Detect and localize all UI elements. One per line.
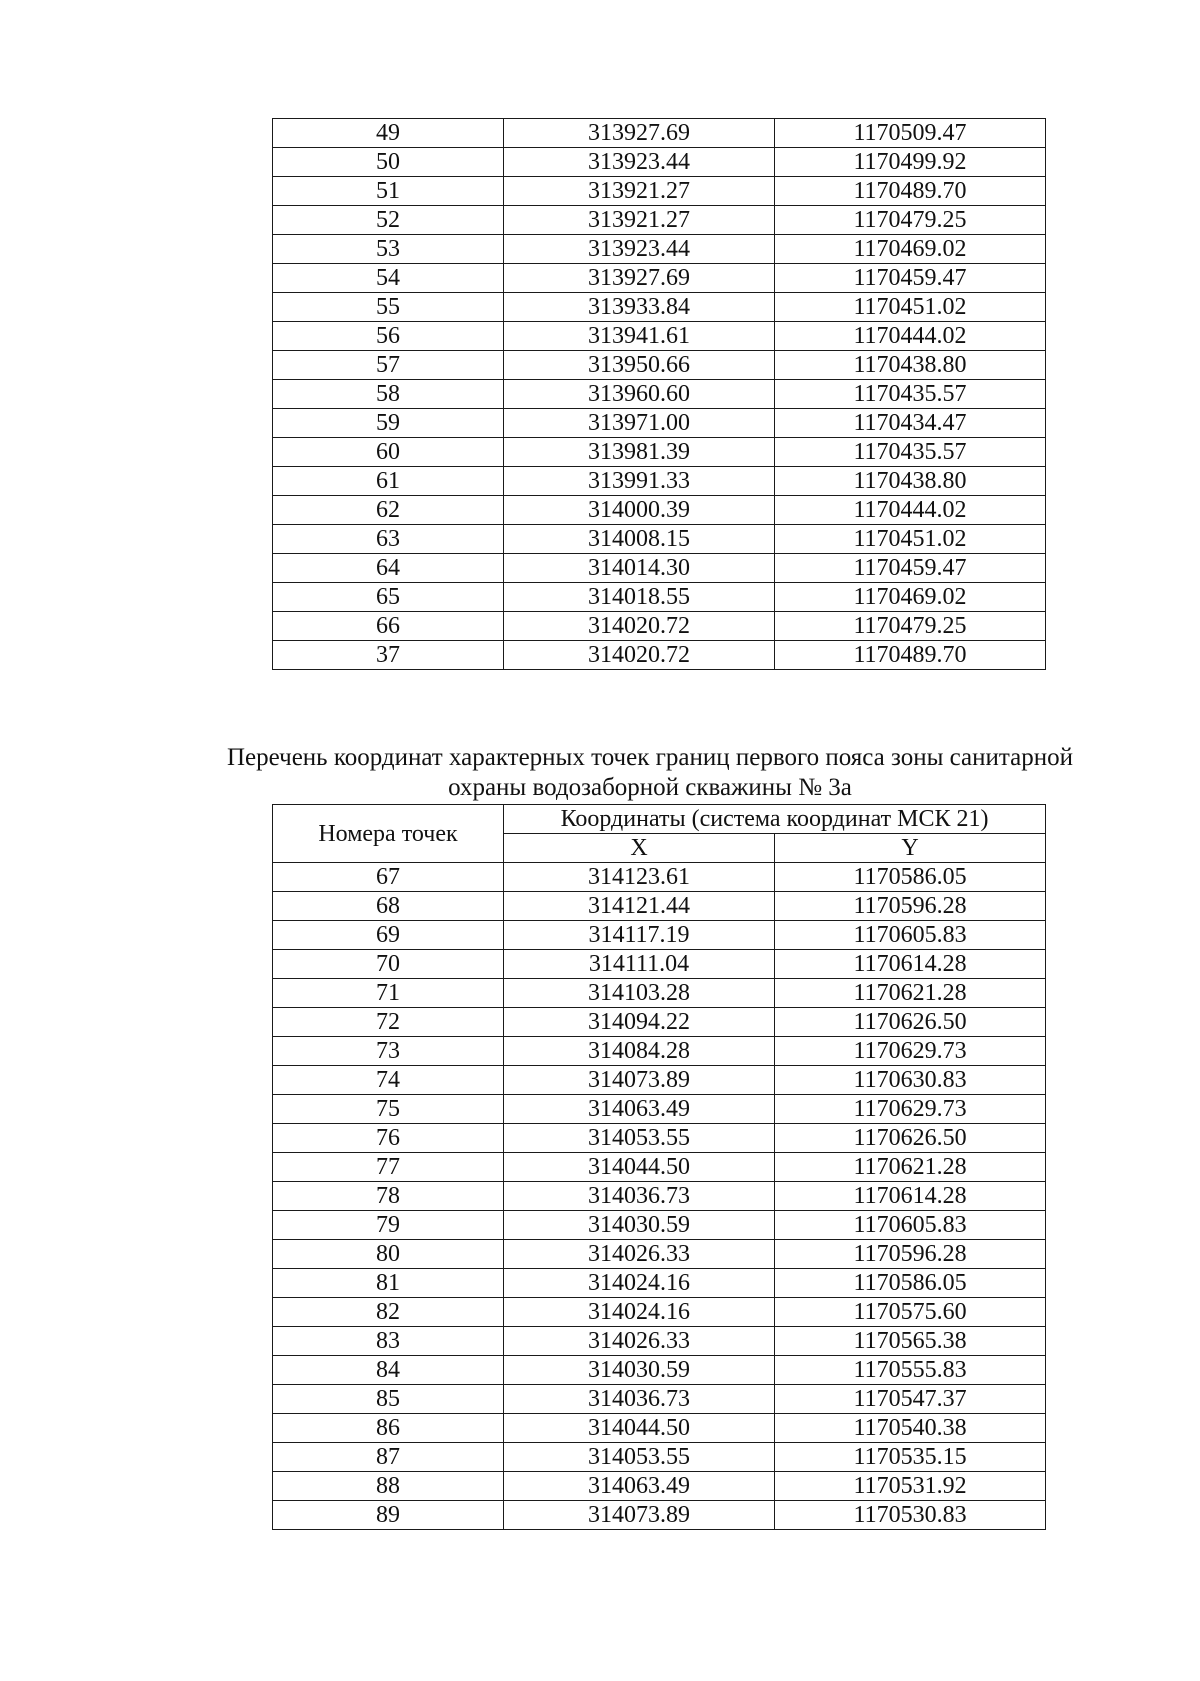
- y-coordinate-cell: 1170435.57: [775, 380, 1046, 409]
- table-row: [273, 235, 1046, 264]
- x-coordinate-cell: 313960.60: [504, 380, 775, 409]
- point-number-cell: 70: [273, 950, 504, 979]
- x-coordinate-cell: 314094.22: [504, 1008, 775, 1037]
- y-coordinate-cell: 1170586.05: [775, 863, 1046, 892]
- point-number-cell: 78: [273, 1182, 504, 1211]
- table-row: [273, 496, 1046, 525]
- point-number-cell: 51: [273, 177, 504, 206]
- y-coordinate-cell: 1170435.57: [775, 438, 1046, 467]
- y-coordinate-cell: 1170489.70: [775, 641, 1046, 670]
- x-coordinate-cell: 314103.28: [504, 979, 775, 1008]
- y-coordinate-cell: 1170596.28: [775, 892, 1046, 921]
- x-coordinate-cell: 314053.55: [504, 1443, 775, 1472]
- x-coordinate-cell: 314018.55: [504, 583, 775, 612]
- y-coordinate-cell: 1170555.83: [775, 1356, 1046, 1385]
- y-coordinate-cell: 1170444.02: [775, 322, 1046, 351]
- table-row: [273, 1124, 1046, 1153]
- y-coordinate-cell: 1170509.47: [775, 119, 1046, 148]
- point-number-cell: 62: [273, 496, 504, 525]
- header-x: X: [504, 834, 775, 863]
- point-number-cell: 60: [273, 438, 504, 467]
- y-coordinate-cell: 1170438.80: [775, 351, 1046, 380]
- y-coordinate-cell: 1170535.15: [775, 1443, 1046, 1472]
- bottom-table-body: [273, 863, 1046, 1530]
- y-coordinate-cell: 1170434.47: [775, 409, 1046, 438]
- y-coordinate-cell: 1170575.60: [775, 1298, 1046, 1327]
- table-row: [273, 950, 1046, 979]
- x-coordinate-cell: 314024.16: [504, 1269, 775, 1298]
- table-row: [273, 525, 1046, 554]
- table-row: [273, 1327, 1046, 1356]
- x-coordinate-cell: 314073.89: [504, 1501, 775, 1530]
- table-row: [273, 1153, 1046, 1182]
- point-number-cell: 88: [273, 1472, 504, 1501]
- point-number-cell: 82: [273, 1298, 504, 1327]
- point-number-cell: 75: [273, 1095, 504, 1124]
- table-row: [273, 1182, 1046, 1211]
- point-number-cell: 76: [273, 1124, 504, 1153]
- x-coordinate-cell: 313950.66: [504, 351, 775, 380]
- table-row: [273, 1095, 1046, 1124]
- x-coordinate-cell: 313981.39: [504, 438, 775, 467]
- y-coordinate-cell: 1170479.25: [775, 612, 1046, 641]
- x-coordinate-cell: 314121.44: [504, 892, 775, 921]
- caption-line-2: охраны водозаборной скважины № 3а: [448, 774, 852, 801]
- point-number-cell: 49: [273, 119, 504, 148]
- point-number-cell: 68: [273, 892, 504, 921]
- top-table-body: [273, 119, 1046, 670]
- table-row: [273, 1211, 1046, 1240]
- y-coordinate-cell: 1170605.83: [775, 921, 1046, 950]
- point-number-cell: 64: [273, 554, 504, 583]
- x-coordinate-cell: 314044.50: [504, 1414, 775, 1443]
- table-row: [273, 641, 1046, 670]
- point-number-cell: 57: [273, 351, 504, 380]
- table-row: [273, 148, 1046, 177]
- table-row: [273, 1298, 1046, 1327]
- point-number-cell: 63: [273, 525, 504, 554]
- table-row: [273, 177, 1046, 206]
- x-coordinate-cell: 313941.61: [504, 322, 775, 351]
- y-coordinate-cell: 1170531.92: [775, 1472, 1046, 1501]
- point-number-cell: 83: [273, 1327, 504, 1356]
- point-number-cell: 72: [273, 1008, 504, 1037]
- table-row: [273, 863, 1046, 892]
- y-coordinate-cell: 1170479.25: [775, 206, 1046, 235]
- table-row: [273, 206, 1046, 235]
- point-number-cell: 80: [273, 1240, 504, 1269]
- x-coordinate-cell: 314073.89: [504, 1066, 775, 1095]
- y-coordinate-cell: 1170459.47: [775, 264, 1046, 293]
- table-row: [273, 1356, 1046, 1385]
- y-coordinate-cell: 1170586.05: [775, 1269, 1046, 1298]
- point-number-cell: 86: [273, 1414, 504, 1443]
- y-coordinate-cell: 1170540.38: [775, 1414, 1046, 1443]
- x-coordinate-cell: 313923.44: [504, 148, 775, 177]
- table-row: [273, 1414, 1046, 1443]
- point-number-cell: 65: [273, 583, 504, 612]
- x-coordinate-cell: 314063.49: [504, 1472, 775, 1501]
- x-coordinate-cell: 313927.69: [504, 264, 775, 293]
- header-row-1: [273, 805, 1046, 834]
- x-coordinate-cell: 314036.73: [504, 1385, 775, 1414]
- table-row: [273, 1240, 1046, 1269]
- x-coordinate-cell: 313971.00: [504, 409, 775, 438]
- y-coordinate-cell: 1170629.73: [775, 1037, 1046, 1066]
- y-coordinate-cell: 1170469.02: [775, 583, 1046, 612]
- point-number-cell: 58: [273, 380, 504, 409]
- table-row: [273, 612, 1046, 641]
- table-row: [273, 322, 1046, 351]
- table-row: [273, 293, 1046, 322]
- y-coordinate-cell: 1170596.28: [775, 1240, 1046, 1269]
- table-row: [273, 921, 1046, 950]
- header-y: Y: [775, 834, 1046, 863]
- y-coordinate-cell: 1170530.83: [775, 1501, 1046, 1530]
- y-coordinate-cell: 1170614.28: [775, 1182, 1046, 1211]
- y-coordinate-cell: 1170630.83: [775, 1066, 1046, 1095]
- bottom-table-header: [273, 805, 1046, 863]
- point-number-cell: 61: [273, 467, 504, 496]
- top-coordinates-table: [272, 118, 1046, 670]
- table-row: [273, 1501, 1046, 1530]
- point-number-cell: 50: [273, 148, 504, 177]
- table-row: [273, 1385, 1046, 1414]
- point-number-cell: 77: [273, 1153, 504, 1182]
- point-number-cell: 52: [273, 206, 504, 235]
- y-coordinate-cell: 1170459.47: [775, 554, 1046, 583]
- x-coordinate-cell: 314020.72: [504, 612, 775, 641]
- x-coordinate-cell: 314117.19: [504, 921, 775, 950]
- point-number-cell: 74: [273, 1066, 504, 1095]
- y-coordinate-cell: 1170605.83: [775, 1211, 1046, 1240]
- point-number-cell: 54: [273, 264, 504, 293]
- table-row: [273, 264, 1046, 293]
- y-coordinate-cell: 1170565.38: [775, 1327, 1046, 1356]
- header-point-numbers: Номера точек: [273, 805, 504, 863]
- y-coordinate-cell: 1170451.02: [775, 525, 1046, 554]
- caption-line-1: Перечень координат характерных точек границ первого пояса зоны санитарной: [227, 744, 1073, 771]
- x-coordinate-cell: 314030.59: [504, 1356, 775, 1385]
- point-number-cell: 53: [273, 235, 504, 264]
- table-row: [273, 467, 1046, 496]
- point-number-cell: 67: [273, 863, 504, 892]
- table-caption: [180, 743, 1120, 803]
- y-coordinate-cell: 1170621.28: [775, 979, 1046, 1008]
- bottom-coordinates-table: [272, 804, 1046, 1530]
- point-number-cell: 55: [273, 293, 504, 322]
- point-number-cell: 79: [273, 1211, 504, 1240]
- y-coordinate-cell: 1170469.02: [775, 235, 1046, 264]
- table-row: [273, 1066, 1046, 1095]
- y-coordinate-cell: 1170451.02: [775, 293, 1046, 322]
- point-number-cell: 37: [273, 641, 504, 670]
- x-coordinate-cell: 313921.27: [504, 177, 775, 206]
- table-row: [273, 438, 1046, 467]
- x-coordinate-cell: 314084.28: [504, 1037, 775, 1066]
- x-coordinate-cell: 313927.69: [504, 119, 775, 148]
- x-coordinate-cell: 314063.49: [504, 1095, 775, 1124]
- y-coordinate-cell: 1170614.28: [775, 950, 1046, 979]
- table-row: [273, 1269, 1046, 1298]
- x-coordinate-cell: 314000.39: [504, 496, 775, 525]
- point-number-cell: 85: [273, 1385, 504, 1414]
- x-coordinate-cell: 314026.33: [504, 1327, 775, 1356]
- point-number-cell: 87: [273, 1443, 504, 1472]
- point-number-cell: 89: [273, 1501, 504, 1530]
- x-coordinate-cell: 314036.73: [504, 1182, 775, 1211]
- point-number-cell: 59: [273, 409, 504, 438]
- y-coordinate-cell: 1170499.92: [775, 148, 1046, 177]
- table-row: [273, 380, 1046, 409]
- y-coordinate-cell: 1170629.73: [775, 1095, 1046, 1124]
- table-row: [273, 892, 1046, 921]
- point-number-cell: 73: [273, 1037, 504, 1066]
- table-row: [273, 1472, 1046, 1501]
- y-coordinate-cell: 1170444.02: [775, 496, 1046, 525]
- table-row: [273, 1037, 1046, 1066]
- x-coordinate-cell: 314014.30: [504, 554, 775, 583]
- table-row: [273, 351, 1046, 380]
- point-number-cell: 71: [273, 979, 504, 1008]
- point-number-cell: 81: [273, 1269, 504, 1298]
- table-row: [273, 409, 1046, 438]
- header-coordinates: Координаты (система координат МСК 21): [504, 805, 1046, 834]
- y-coordinate-cell: 1170626.50: [775, 1124, 1046, 1153]
- x-coordinate-cell: 314024.16: [504, 1298, 775, 1327]
- point-number-cell: 66: [273, 612, 504, 641]
- y-coordinate-cell: 1170621.28: [775, 1153, 1046, 1182]
- table-row: [273, 1443, 1046, 1472]
- x-coordinate-cell: 313933.84: [504, 293, 775, 322]
- x-coordinate-cell: 314020.72: [504, 641, 775, 670]
- x-coordinate-cell: 314044.50: [504, 1153, 775, 1182]
- x-coordinate-cell: 313921.27: [504, 206, 775, 235]
- point-number-cell: 84: [273, 1356, 504, 1385]
- x-coordinate-cell: 314026.33: [504, 1240, 775, 1269]
- y-coordinate-cell: 1170547.37: [775, 1385, 1046, 1414]
- y-coordinate-cell: 1170489.70: [775, 177, 1046, 206]
- x-coordinate-cell: 314053.55: [504, 1124, 775, 1153]
- table-row: [273, 119, 1046, 148]
- y-coordinate-cell: 1170626.50: [775, 1008, 1046, 1037]
- x-coordinate-cell: 314111.04: [504, 950, 775, 979]
- x-coordinate-cell: 314030.59: [504, 1211, 775, 1240]
- table-row: [273, 979, 1046, 1008]
- point-number-cell: 56: [273, 322, 504, 351]
- point-number-cell: 69: [273, 921, 504, 950]
- table-row: [273, 583, 1046, 612]
- x-coordinate-cell: 313991.33: [504, 467, 775, 496]
- y-coordinate-cell: 1170438.80: [775, 467, 1046, 496]
- x-coordinate-cell: 314123.61: [504, 863, 775, 892]
- table-row: [273, 554, 1046, 583]
- x-coordinate-cell: 313923.44: [504, 235, 775, 264]
- x-coordinate-cell: 314008.15: [504, 525, 775, 554]
- table-row: [273, 1008, 1046, 1037]
